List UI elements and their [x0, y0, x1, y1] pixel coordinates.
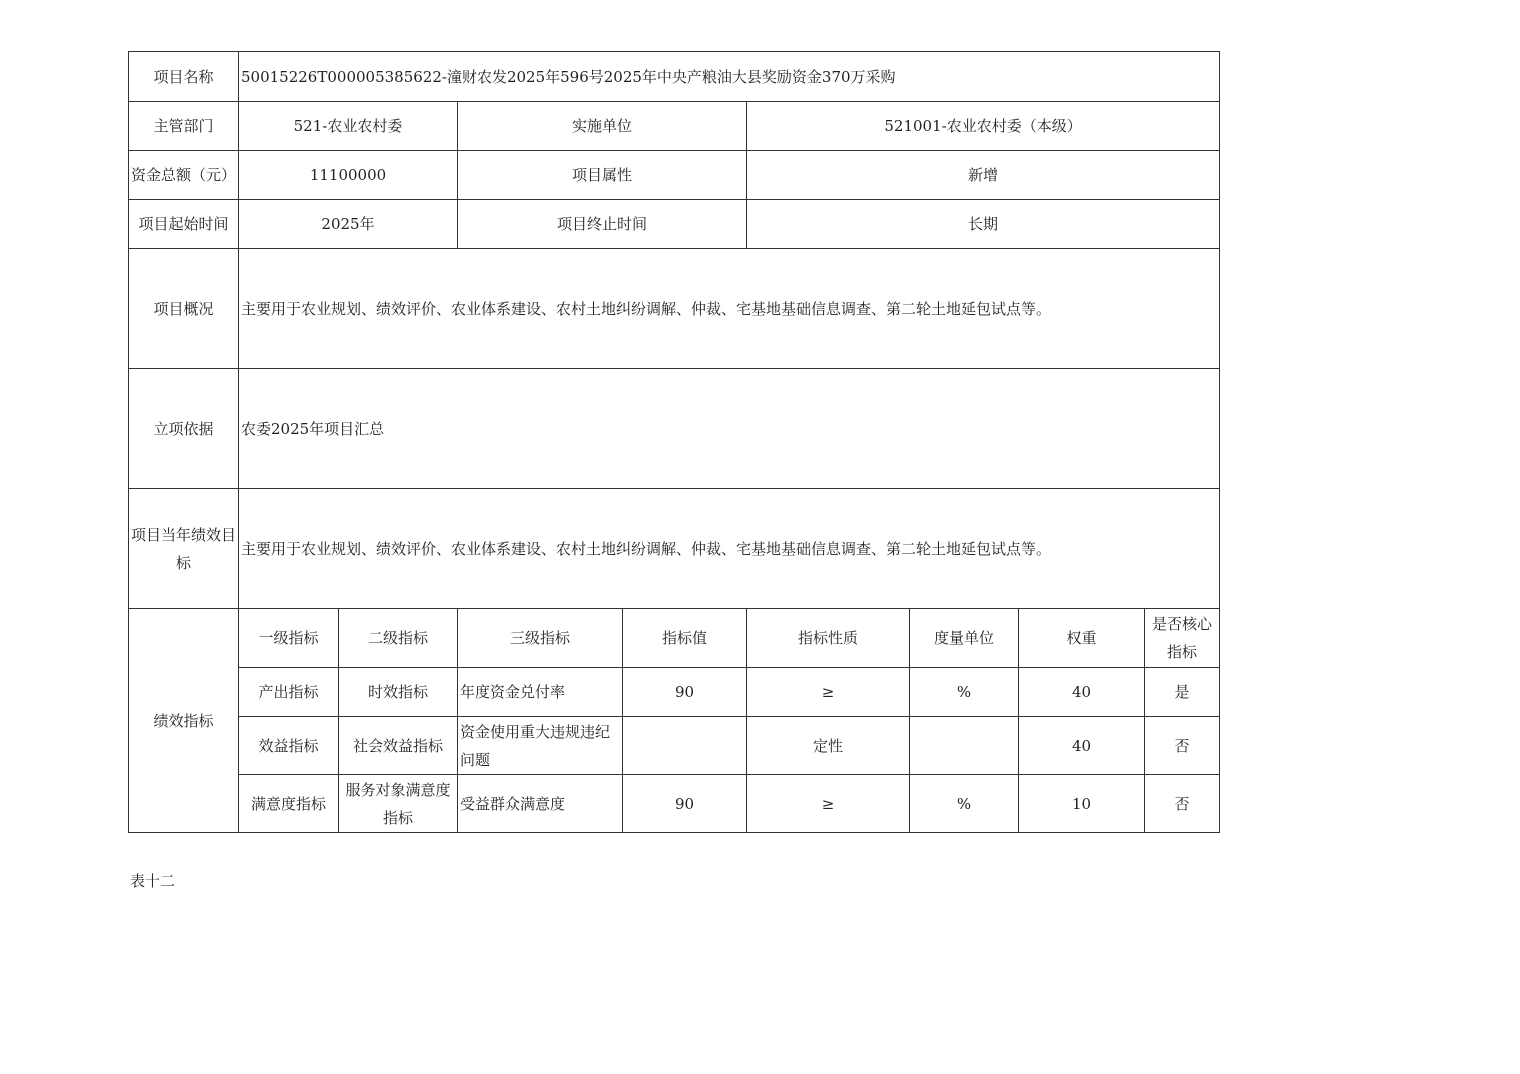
impl-unit-label: 实施单位	[458, 102, 747, 151]
indicator-header: 三级指标	[458, 609, 623, 668]
goal-label: 项目当年绩效目标	[129, 489, 239, 609]
project-name-label: 项目名称	[129, 52, 239, 102]
indicator-cell: 效益指标	[239, 717, 339, 775]
basis-label: 立项依据	[129, 369, 239, 489]
indicator-cell: 90	[623, 668, 747, 717]
indicator-cell: 否	[1145, 717, 1220, 775]
table-row	[129, 668, 1220, 717]
indicator-cell: 产出指标	[239, 668, 339, 717]
indicator-cell: 年度资金兑付率	[458, 668, 623, 717]
table-caption: 表十二	[130, 872, 176, 890]
indicator-header: 是否核心指标	[1145, 609, 1220, 668]
end-time-value: 长期	[747, 200, 1220, 249]
total-funds-value: 11100000	[239, 151, 458, 200]
project-attr-label: 项目属性	[458, 151, 747, 200]
indicator-cell: 时效指标	[339, 668, 458, 717]
project-attr-value: 新增	[747, 151, 1220, 200]
indicator-cell: 服务对象满意度指标	[339, 775, 458, 833]
indicator-cell: ≥	[747, 775, 910, 833]
goal-value: 主要用于农业规划、绩效评价、农业体系建设、农村土地纠纷调解、仲裁、宅基地基础信息调查、第二轮土地延包试点等。	[239, 489, 1220, 609]
indicator-cell: ≥	[747, 668, 910, 717]
dept-label: 主管部门	[129, 102, 239, 151]
basis-value: 农委2025年项目汇总	[239, 369, 1220, 489]
indicator-cell: 受益群众满意度	[458, 775, 623, 833]
indicator-cell	[910, 717, 1019, 775]
project-performance-table	[128, 51, 1220, 833]
indicator-cell: 满意度指标	[239, 775, 339, 833]
impl-unit-value: 521001-农业农村委（本级）	[747, 102, 1220, 151]
indicator-cell: 90	[623, 775, 747, 833]
indicator-cell: 否	[1145, 775, 1220, 833]
indicator-cell: 社会效益指标	[339, 717, 458, 775]
total-funds-label: 资金总额（元）	[129, 151, 239, 200]
dept-value: 521-农业农村委	[239, 102, 458, 151]
indicator-cell: 40	[1019, 717, 1145, 775]
indicator-header: 一级指标	[239, 609, 339, 668]
start-time-label: 项目起始时间	[129, 200, 239, 249]
table-row	[129, 775, 1220, 833]
indicator-cell: 是	[1145, 668, 1220, 717]
end-time-label: 项目终止时间	[458, 200, 747, 249]
indicator-header: 度量单位	[910, 609, 1019, 668]
indicator-cell: %	[910, 775, 1019, 833]
indicator-cell: 10	[1019, 775, 1145, 833]
indicator-cell	[623, 717, 747, 775]
indicator-cell: 定性	[747, 717, 910, 775]
indicator-header: 权重	[1019, 609, 1145, 668]
indicator-cell: %	[910, 668, 1019, 717]
indicator-header: 二级指标	[339, 609, 458, 668]
indicator-cell: 资金使用重大违规违纪问题	[458, 717, 623, 775]
indicator-cell: 40	[1019, 668, 1145, 717]
overview-label: 项目概况	[129, 249, 239, 369]
indicator-header: 指标性质	[747, 609, 910, 668]
indicator-header: 指标值	[623, 609, 747, 668]
start-time-value: 2025年	[239, 200, 458, 249]
indicators-label: 绩效指标	[129, 609, 239, 833]
project-name-value: 50015226T000005385622-潼财农发2025年596号2025年中央产粮油大县奖励资金370万采购	[239, 52, 1220, 102]
overview-value: 主要用于农业规划、绩效评价、农业体系建设、农村土地纠纷调解、仲裁、宅基地基础信息调查、第二轮土地延包试点等。	[239, 249, 1220, 369]
table-row	[129, 717, 1220, 775]
